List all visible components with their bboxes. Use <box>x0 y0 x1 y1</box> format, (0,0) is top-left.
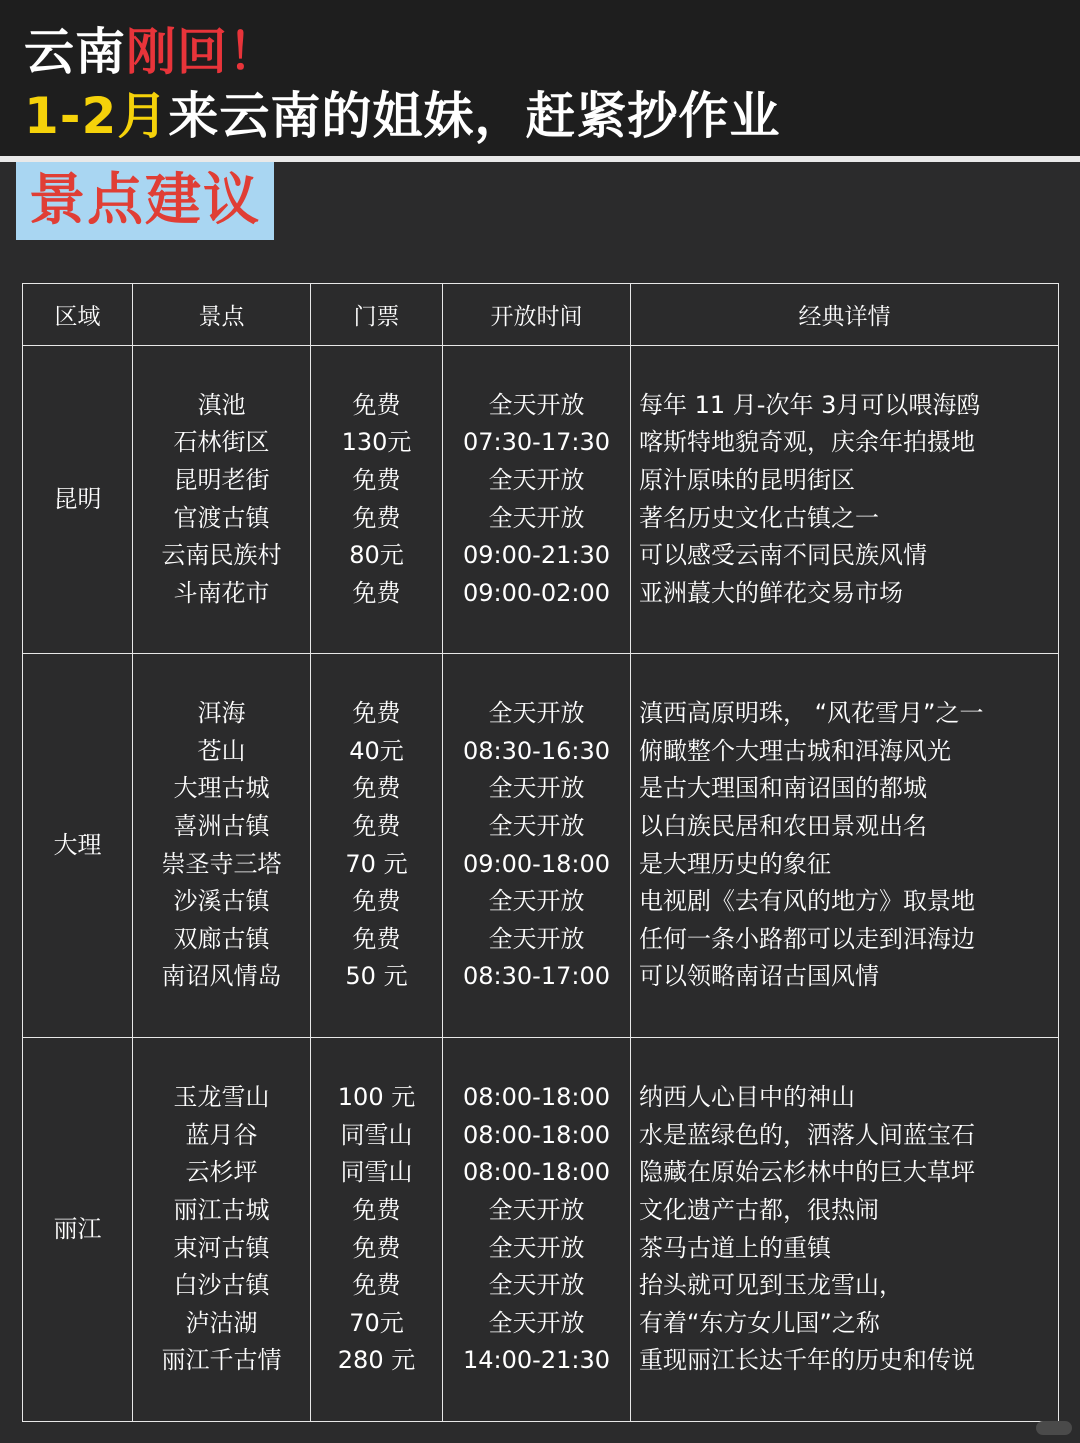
region-cell: 大理 <box>23 654 133 1038</box>
title-line-2 <box>24 86 780 146</box>
detail-text: 亚洲蕞大的鲜花交易市场 <box>639 578 903 607</box>
spot-name: 喜洲古镇 <box>173 811 270 840</box>
detail-text: 喀斯特地貌奇观，庆余年拍摄地 <box>639 428 975 457</box>
opening-hours: 全天开放 <box>488 1271 585 1300</box>
spot-name: 官渡古镇 <box>173 503 270 532</box>
table-row <box>23 1038 1059 1422</box>
detail-text: 隐藏在原始云杉林中的巨大草坪 <box>639 1158 975 1187</box>
title-text-red: 刚回！ <box>126 23 279 81</box>
opening-hours: 09:00-18:00 <box>463 849 610 878</box>
detail-text: 是古大理国和南诏国的都城 <box>639 774 927 803</box>
opening-hours: 全天开放 <box>488 1195 585 1224</box>
spot-name: 苍山 <box>197 736 246 765</box>
hours-cell <box>443 654 631 1038</box>
detail-text: 是大理历史的象征 <box>639 849 831 878</box>
table-row <box>23 346 1059 654</box>
detail-cell <box>631 1038 1059 1422</box>
spot-cell <box>133 654 311 1038</box>
ticket-price: 免费 <box>352 887 401 916</box>
spot-name: 石林街区 <box>173 428 270 457</box>
detail-cell <box>631 346 1059 654</box>
opening-hours: 09:00-02:00 <box>463 578 610 607</box>
opening-hours: 全天开放 <box>488 774 585 803</box>
opening-hours: 全天开放 <box>488 699 585 728</box>
detail-text: 原汁原味的昆明街区 <box>639 465 855 494</box>
title-text-yellow: 1-2月 <box>24 87 169 145</box>
ticket-price: 免费 <box>352 390 401 419</box>
ticket-price: 免费 <box>352 1233 401 1262</box>
spot-cell <box>133 1038 311 1422</box>
opening-hours: 全天开放 <box>488 465 585 494</box>
opening-hours: 08:30-17:00 <box>463 962 610 991</box>
detail-text: 水是蓝绿色的，洒落人间蓝宝石 <box>639 1120 975 1149</box>
spot-name: 沙溪古镇 <box>173 887 270 916</box>
detail-text: 文化遗产古都，很热闹 <box>639 1195 879 1224</box>
ticket-price: 免费 <box>352 924 401 953</box>
hours-cell <box>443 346 631 654</box>
detail-text: 以白族民居和农田景观出名 <box>639 811 927 840</box>
ticket-cell <box>311 654 443 1038</box>
ticket-price: 免费 <box>352 503 401 532</box>
ticket-price: 280 元 <box>337 1346 416 1375</box>
detail-text: 著名历史文化古镇之一 <box>639 503 879 532</box>
table-row <box>23 654 1059 1038</box>
ticket-price: 免费 <box>352 774 401 803</box>
detail-text: 有着“东方女儿国”之称 <box>639 1308 880 1337</box>
opening-hours: 全天开放 <box>488 924 585 953</box>
opening-hours: 全天开放 <box>488 390 585 419</box>
ticket-price: 同雪山 <box>340 1158 413 1187</box>
detail-text: 茶马古道上的重镇 <box>639 1233 831 1262</box>
opening-hours: 07:30-17:30 <box>463 428 610 457</box>
title-line-1 <box>24 22 279 82</box>
ticket-price: 100 元 <box>337 1083 416 1112</box>
header-banner <box>0 0 1080 156</box>
title-text-white: 云南 <box>24 23 126 81</box>
header-spot: 景点 <box>133 284 311 346</box>
spot-name: 昆明老街 <box>173 465 270 494</box>
detail-text: 俯瞰整个大理古城和洱海风光 <box>639 736 951 765</box>
spot-name: 滇池 <box>197 390 246 419</box>
ticket-price: 40元 <box>349 736 404 765</box>
spot-name: 丽江千古情 <box>161 1346 282 1375</box>
detail-text: 抬头就可见到玉龙雪山， <box>639 1271 903 1300</box>
detail-text: 纳西人心目中的神山 <box>639 1083 855 1112</box>
opening-hours: 全天开放 <box>488 1233 585 1262</box>
ticket-cell <box>311 1038 443 1422</box>
opening-hours: 全天开放 <box>488 887 585 916</box>
detail-cell <box>631 654 1059 1038</box>
opening-hours: 08:00-18:00 <box>463 1083 610 1112</box>
ticket-price: 70 元 <box>345 849 408 878</box>
ticket-price: 同雪山 <box>340 1120 413 1149</box>
spot-cell <box>133 346 311 654</box>
spot-name: 蓝月谷 <box>185 1120 258 1149</box>
detail-text: 可以领略南诏古国风情 <box>639 962 879 991</box>
spot-name: 大理古城 <box>173 774 270 803</box>
detail-text: 每年 11 月-次年 3月可以喂海鸥 <box>639 390 981 419</box>
detail-text: 任何一条小路都可以走到洱海边 <box>639 924 975 953</box>
spot-name: 泸沽湖 <box>185 1308 258 1337</box>
spot-name: 崇圣寺三塔 <box>161 849 282 878</box>
header-detail: 经典详情 <box>631 284 1059 346</box>
ticket-price: 免费 <box>352 465 401 494</box>
section-tag: 景点建议 <box>16 162 274 240</box>
spot-name: 云杉坪 <box>185 1158 258 1187</box>
spot-name: 玉龙雪山 <box>173 1083 270 1112</box>
opening-hours: 14:00-21:30 <box>463 1346 610 1375</box>
ticket-price: 免费 <box>352 1195 401 1224</box>
title-text-white-2: 来云南的姐妹，赶紧抄作业 <box>168 87 781 145</box>
opening-hours: 全天开放 <box>488 503 585 532</box>
watermark-logo <box>1036 1421 1072 1435</box>
opening-hours: 全天开放 <box>488 811 585 840</box>
hours-cell <box>443 1038 631 1422</box>
spot-name: 束河古镇 <box>173 1233 270 1262</box>
spot-name: 南诏风情岛 <box>161 962 282 991</box>
header-ticket: 门票 <box>311 284 443 346</box>
detail-text: 重现丽江长达千年的历史和传说 <box>639 1346 975 1375</box>
ticket-price: 免费 <box>352 578 401 607</box>
region-cell: 丽江 <box>23 1038 133 1422</box>
attractions-table <box>22 283 1059 1422</box>
detail-text: 电视剧《去有风的地方》取景地 <box>639 887 975 916</box>
table-header-row <box>23 284 1059 346</box>
ticket-price: 免费 <box>352 1271 401 1300</box>
spot-name: 云南民族村 <box>161 541 282 570</box>
opening-hours: 08:00-18:00 <box>463 1120 610 1149</box>
ticket-price: 70元 <box>349 1308 404 1337</box>
ticket-price: 免费 <box>352 811 401 840</box>
spot-name: 斗南花市 <box>173 578 270 607</box>
spot-name: 白沙古镇 <box>173 1271 270 1300</box>
detail-text: 可以感受云南不同民族风情 <box>639 541 927 570</box>
header-region: 区域 <box>23 284 133 346</box>
spot-name: 双廊古镇 <box>173 924 270 953</box>
ticket-price: 免费 <box>352 699 401 728</box>
ticket-price: 130元 <box>341 428 412 457</box>
region-cell: 昆明 <box>23 346 133 654</box>
opening-hours: 09:00-21:30 <box>463 541 610 570</box>
ticket-cell <box>311 346 443 654</box>
ticket-price: 80元 <box>349 541 404 570</box>
spot-name: 丽江古城 <box>173 1195 270 1224</box>
opening-hours: 全天开放 <box>488 1308 585 1337</box>
opening-hours: 08:30-16:30 <box>463 736 610 765</box>
ticket-price: 50 元 <box>345 962 408 991</box>
header-hours: 开放时间 <box>443 284 631 346</box>
detail-text: 滇西高原明珠， “风花雪月”之一 <box>639 699 984 728</box>
opening-hours: 08:00-18:00 <box>463 1158 610 1187</box>
spot-name: 洱海 <box>197 699 246 728</box>
